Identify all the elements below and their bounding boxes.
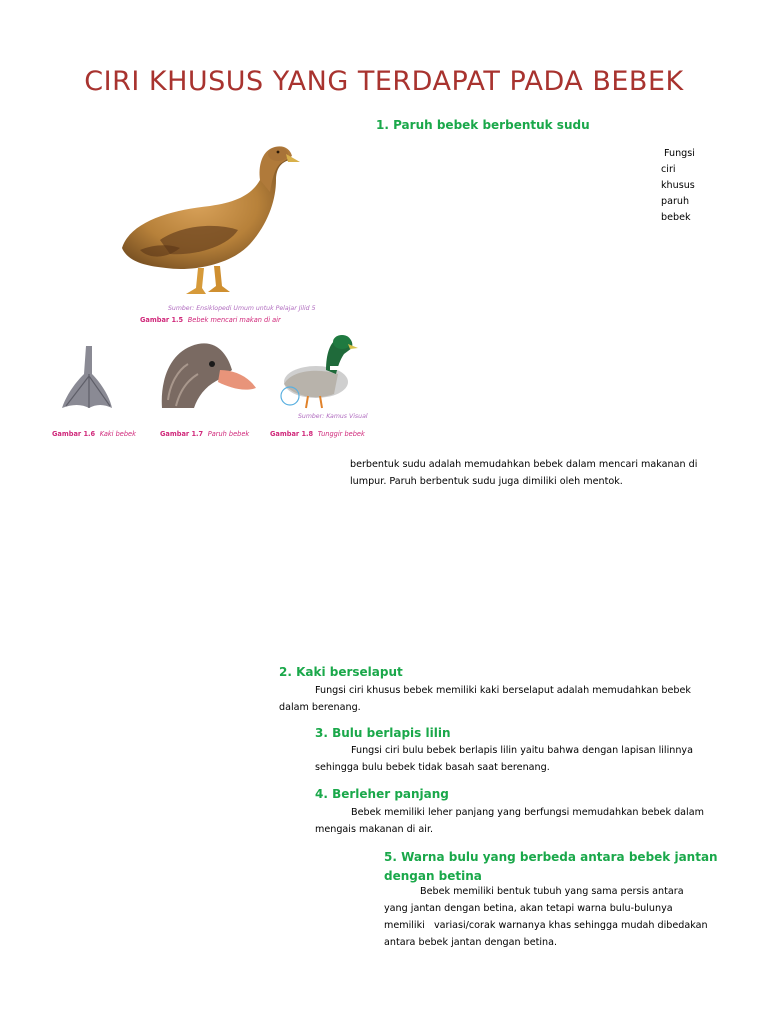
section-4-text bbox=[315, 804, 735, 838]
side-word: khusus bbox=[661, 180, 695, 191]
side-word: Fungsi bbox=[664, 148, 695, 159]
figure-8-source: Sumber: Kamus Visual bbox=[298, 413, 368, 420]
figure-6-desc: Kaki bebek bbox=[99, 430, 136, 438]
section-1-text bbox=[350, 456, 730, 490]
figure-8-desc: Tunggir bebek bbox=[317, 430, 365, 438]
main-figure-source: Sumber: Ensiklopedi Umum untuk Pelajar Jilid 5 bbox=[168, 305, 316, 312]
section-5-text bbox=[384, 883, 724, 951]
section-1-line: berbentuk sudu adalah memudahkan bebek dalam mencari makanan di bbox=[350, 459, 698, 470]
section-3-text bbox=[315, 742, 735, 776]
page-title: CIRI KHUSUS YANG TERDAPAT PADA BEBEK bbox=[84, 66, 684, 97]
main-figure-label: Gambar 1.5 bbox=[140, 316, 184, 324]
main-figure-caption bbox=[140, 316, 281, 324]
section-5-line: Bebek memiliki bentuk tubuh yang sama persis antara bbox=[420, 886, 684, 897]
section-4-line: Bebek memiliki leher panjang yang berfungsi memudahkan bebek dalam bbox=[351, 807, 704, 818]
section-5-line: yang jantan dengan betina, akan tetapi warna bulu-bulunya bbox=[384, 903, 673, 914]
duck-beak-illustration bbox=[158, 340, 258, 410]
section-3-line: Fungsi ciri bulu bebek berlapis lilin yaitu bahwa dengan lapisan lilinnya bbox=[351, 745, 693, 756]
section-2-heading: 2. Kaki berselaput bbox=[279, 665, 403, 679]
section-1-line: lumpur. Paruh berbentuk sudu juga dimiliki oleh mentok. bbox=[350, 476, 623, 487]
section-5-line: antara bebek jantan dengan betina. bbox=[384, 937, 558, 948]
webbed-foot-illustration bbox=[56, 344, 116, 412]
section-3-line: sehingga bulu bebek tidak basah saat berenang. bbox=[315, 762, 550, 773]
figure-8-label: Gambar 1.8 bbox=[270, 430, 314, 438]
figure-7-label: Gambar 1.7 bbox=[160, 430, 204, 438]
duck-illustration bbox=[110, 140, 300, 302]
figure-7-caption bbox=[160, 430, 249, 438]
main-figure-desc: Bebek mencari makan di air bbox=[187, 316, 281, 324]
section-2-line: dalam berenang. bbox=[279, 702, 361, 713]
side-word: ciri bbox=[661, 164, 676, 175]
figure-8-caption bbox=[270, 430, 365, 438]
section-2-text bbox=[279, 682, 719, 716]
section-1-heading: 1. Paruh bebek berbentuk sudu bbox=[376, 118, 590, 132]
side-word: bebek bbox=[661, 212, 691, 223]
section-5-heading-line: 5. Warna bulu yang berbeda antara bebek jantan bbox=[384, 850, 718, 864]
figure-6-label: Gambar 1.6 bbox=[52, 430, 96, 438]
side-word: paruh bbox=[661, 196, 690, 207]
figure-6-caption bbox=[52, 430, 136, 438]
section-5-heading bbox=[384, 848, 718, 886]
figure-7-desc: Paruh bebek bbox=[207, 430, 250, 438]
section-2-line: Fungsi ciri khusus bebek memiliki kaki berselaput adalah memudahkan bebek bbox=[315, 685, 691, 696]
side-word-column bbox=[661, 146, 695, 226]
section-3-heading: 3. Bulu berlapis lilin bbox=[315, 726, 451, 740]
section-5-line: memiliki variasi/corak warnanya khas sehingga mudah dibedakan bbox=[384, 920, 708, 931]
section-4-heading: 4. Berleher panjang bbox=[315, 787, 449, 801]
duck-tail-illustration bbox=[278, 330, 358, 412]
section-5-heading-line: dengan betina bbox=[384, 869, 482, 883]
section-4-line: mengais makanan di air. bbox=[315, 824, 434, 835]
